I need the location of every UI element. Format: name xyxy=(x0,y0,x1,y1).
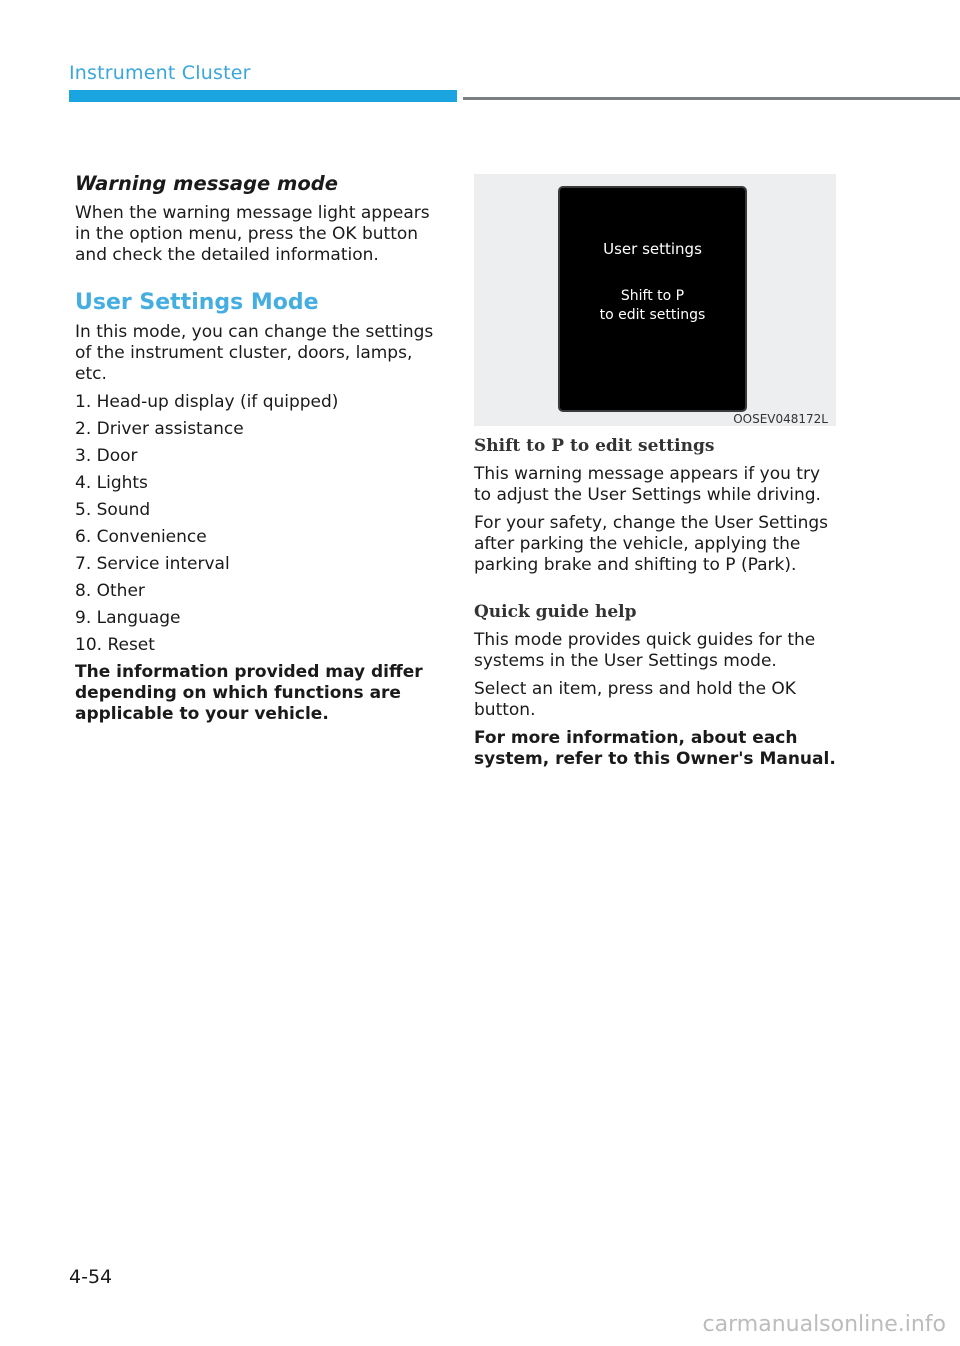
screen-message-line2: to edit settings xyxy=(599,307,706,323)
list-item: 4. Lights xyxy=(75,473,148,493)
header-bar-gray xyxy=(463,97,960,100)
quick-guide-body-1: This mode provides quick guides for the systems in the User Settings mode. xyxy=(474,630,816,671)
cluster-screen xyxy=(558,186,747,412)
list-item: 10. Reset xyxy=(75,635,155,655)
list-item: 9. Language xyxy=(75,608,181,628)
section-title: Instrument Cluster xyxy=(69,62,251,84)
quick-guide-heading: Quick guide help xyxy=(474,602,637,622)
screen-message-line1: Shift to P xyxy=(620,288,685,304)
list-item: 2. Driver assistance xyxy=(75,419,244,439)
quick-guide-note: For more information, about each system, refer to this Owner's Manual. xyxy=(474,728,836,769)
user-settings-heading: User Settings Mode xyxy=(75,290,319,315)
list-item: 3. Door xyxy=(75,446,138,466)
shift-body-2: For your safety, change the User Settings after parking the vehicle, applying the parking brake and shifting to P (Park). xyxy=(474,513,828,575)
cluster-figure xyxy=(474,174,836,426)
settings-list xyxy=(75,392,445,656)
figure-code: OOSEV048172L xyxy=(733,412,828,426)
right-column xyxy=(474,174,836,777)
list-item: 6. Convenience xyxy=(75,527,207,547)
list-item: 5. Sound xyxy=(75,500,151,520)
quick-guide-body-2: Select an item, press and hold the OK button. xyxy=(474,679,796,720)
info-note: The information provided may differ depending on which functions are applicable to your vehicle. xyxy=(75,662,423,724)
shift-body-1: This warning message appears if you try to adjust the User Settings while driving. xyxy=(474,464,821,505)
screen-title: User settings xyxy=(603,240,702,258)
list-item: 1. Head-up display (if quipped) xyxy=(75,392,339,412)
watermark: carmanualsonline.info xyxy=(702,1312,946,1337)
page-number: 4-54 xyxy=(69,1266,113,1288)
left-column xyxy=(75,172,445,732)
list-item: 8. Other xyxy=(75,581,145,601)
screen-message xyxy=(560,287,745,325)
header-bar-blue xyxy=(69,90,457,102)
shift-heading: Shift to P to edit settings xyxy=(474,436,715,456)
warning-heading: Warning message mode xyxy=(75,172,338,195)
warning-body: When the warning message light appears in the option menu, press the OK button and check the detailed information. xyxy=(75,203,430,265)
list-item: 7. Service interval xyxy=(75,554,230,574)
user-settings-intro: In this mode, you can change the settings of the instrument cluster, doors, lamps, etc. xyxy=(75,322,434,384)
